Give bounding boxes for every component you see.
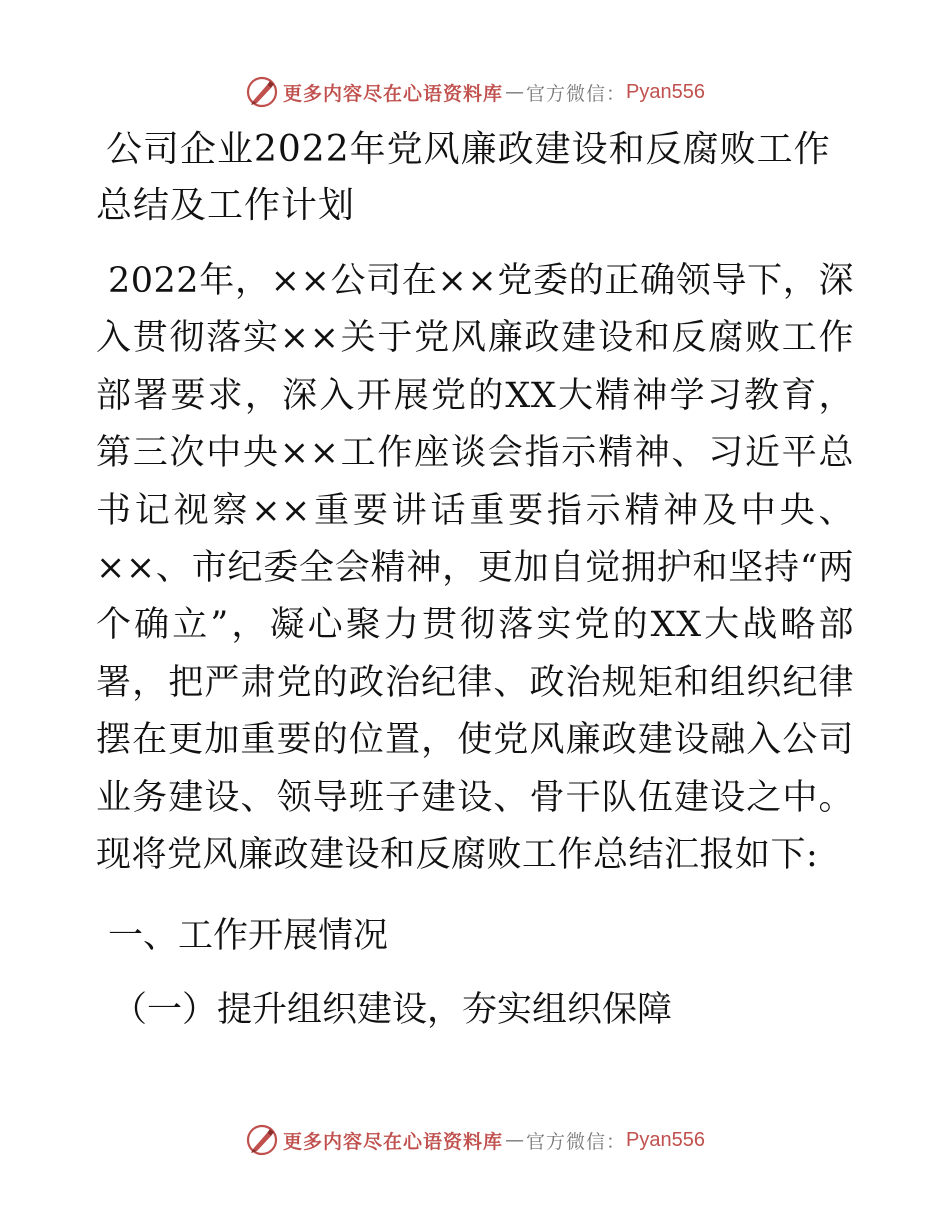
section-heading: 一、工作开展情况: [108, 916, 389, 956]
watermark-dash: —: [505, 1129, 525, 1151]
intro-paragraph-text: 2022年，××公司在××党委的正确领导下，深入贯彻落实××关于党风廉政建设和反腐败工作部署要求，深入开展党的XX大精神学习教育，第三次中央××工作座谈会指示精神、习近平总书记视察××重要讲话重要指示精神及中央、××、市纪委全会精神，更加自觉拥护和坚持“两个确立”，凝心聚力贯彻落实党的XX大战略部署，把严肃党的政治纪律、政治规矩和组织纪律摆在更加重要的位置，使党风廉政建设融入公司业务建设、领导班子建设、骨干队伍建设之中。现将党风廉政建设和反腐败工作总结汇报如下:: [96, 261, 854, 876]
pen-logo-icon: [245, 75, 279, 109]
pen-logo-icon: [245, 1123, 279, 1157]
document-title-text: 公司企业2022年党风廉政建设和反腐败工作总结及工作计划: [96, 129, 831, 226]
subsection-heading: （一）提升组织建设，夯实组织保障: [112, 990, 673, 1030]
watermark-wechat-label: 官方微信：: [526, 82, 627, 105]
watermark-wechat-id: Pyan556: [626, 1128, 705, 1151]
header-watermark: [0, 72, 950, 112]
watermark-text: 更多内容尽在心语资料库: [283, 82, 504, 105]
watermark-dash: —: [505, 81, 525, 103]
footer-watermark: [0, 1120, 950, 1160]
watermark-wechat-id: Pyan556: [626, 80, 705, 103]
document-title: [96, 122, 856, 234]
watermark-text: 更多内容尽在心语资料库: [283, 1130, 504, 1153]
watermark-wechat-label: 官方微信：: [526, 1130, 627, 1153]
intro-paragraph: [96, 253, 854, 884]
